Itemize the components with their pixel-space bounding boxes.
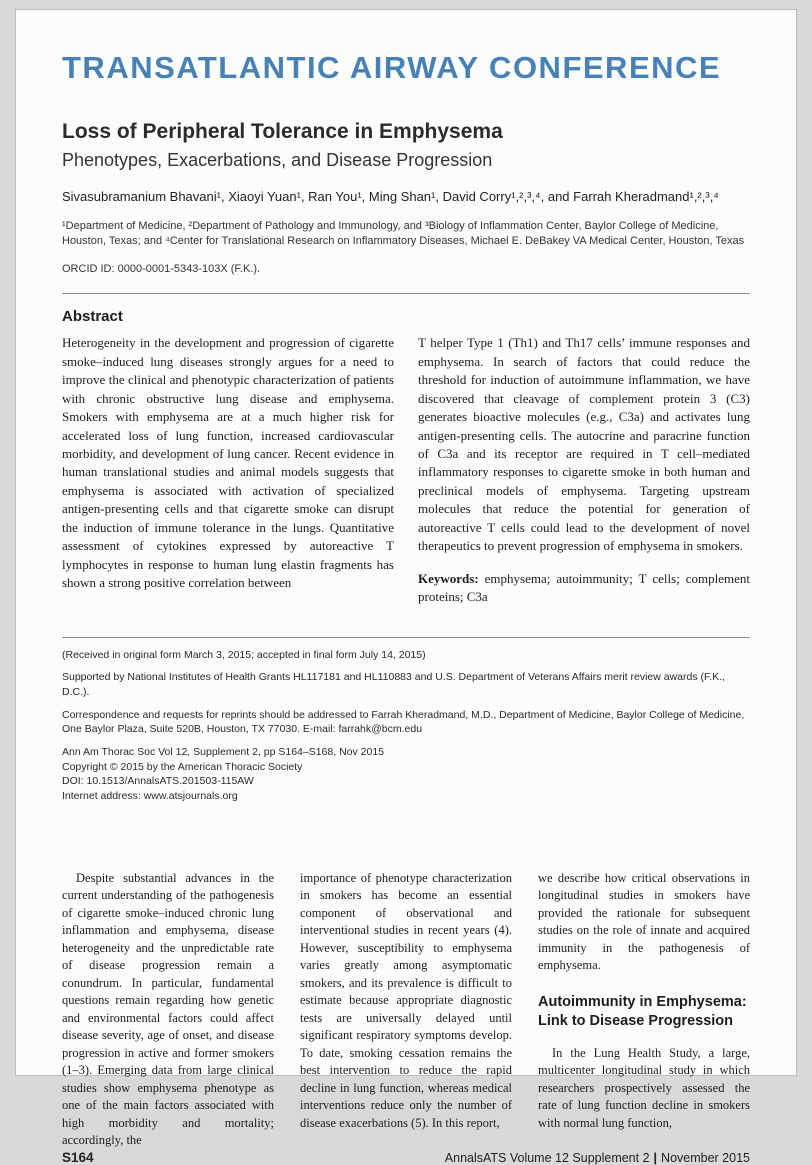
abstract-section — [62, 308, 750, 606]
citation-block — [62, 745, 750, 804]
abstract-column-left: Heterogeneity in the development and progression of cigarette smoke–induced lung diseases strongly argues for a need to improve the clinical and phenotypic characterization of patients with chronic obstructive lung disease and emphysema. Smokers with emphysema are at a much higher risk for accelerated loss of lung function, increased cardiovascular morbidity, and development of lung cancer. Recent evidence in human translational studies and animal models suggests that emphysema is associated with activation of specialized antigen-presenting cells and that cigarette smoke can disrupt the induction of immune tolerance in the lungs. Quantitative assessment of cytokines expressed by autoreactive T lymphocytes in response to human lung elastin fragments has shown a strong positive correlation between — [62, 335, 394, 591]
page-footer — [62, 1150, 750, 1165]
affiliations: ¹Department of Medicine, ²Department of Pathology and Immunology, and ³Biology of Inflammation Center, Baylor College of Medicine, Houston, Texas; and ⁴Center for Translational Research on Inflammatory Diseases, Michael E. DeBakey VA Medical Center, Houston, Texas — [62, 219, 745, 247]
email-link[interactable]: farrahk@bcm.edu — [338, 723, 423, 736]
orcid-id: ORCID ID: 0000-0001-5343-103X (F.K.). — [62, 263, 261, 276]
body-column-2 — [300, 870, 512, 1150]
abstract-column-right-text: T helper Type 1 (Th1) and Th17 cells’ immune responses and emphysema. In search of factors that could reduce the threshold for induction of autoimmune inflammation, we have discovered that cleavage of complement protein 3 (C3) generates bioactive molecules (e.g., C3a) and activates lung antigen-presenting cells. The autocrine and paracrine function of C3a and its receptor are required in T cell–mediated inflammatory responses to cigarette smoke in both human and preclinical models of emphysema. Targeting upstream molecules that reduce the potential for generation of autoreactive T cells could lead to the development of novel therapeutics to prevent progression of emphysema in smokers. — [418, 335, 750, 554]
body-paragraph: importance of phenotype characterization in smokers has become an essential component of observational and interventional studies in recent years (4). However, susceptibility to emphysema varies greatly among asymptomatic smokers, and its prevalence is difficult to estimate because appropriate diagnostic tests are universally delayed until significant respiratory symptoms develop. To date, smoking cessation remains the best intervention to reduce the rapid decline in lung function, whereas medical interventions reduce only the number of disease exacerbations (5). In this report, — [300, 870, 512, 1130]
article-subtitle: Phenotypes, Exacerbations, and Disease Progression — [62, 150, 493, 170]
footer-journal-name: AnnalsATS Volume 12 Supplement 2 — [444, 1150, 650, 1165]
footer-page-number: S164 — [62, 1149, 94, 1165]
footer-journal-info — [445, 1151, 750, 1165]
citation-line: Ann Am Thorac Soc Vol 12, Supplement 2, pp S164–S168, Nov 2015 — [62, 746, 385, 759]
footer-separator: | — [653, 1150, 658, 1165]
correspondence-note — [62, 708, 750, 737]
journal-url-link[interactable]: www.atsjournals.org — [143, 790, 238, 803]
conference-banner: TRANSATLANTIC AIRWAY CONFERENCE — [62, 50, 722, 85]
copyright-line: Copyright © 2015 by the American Thoracic Society — [62, 760, 303, 773]
internet-address-line — [62, 789, 750, 804]
keywords-text: emphysema; autoimmunity; T cells; complement proteins; C3a — [418, 570, 750, 605]
keywords-label: Keywords: — [418, 570, 479, 586]
article-title: Loss of Peripheral Tolerance in Emphysema — [62, 120, 503, 143]
doi-line: DOI: 10.1513/AnnalsATS.201503-115AW — [62, 775, 254, 788]
body-paragraph: we describe how critical observations in longitudinal studies in smokers have provided the rationale for subsequent studies on the role of innate and acquired immunity in the pathogenesis of emphysema. — [538, 870, 750, 973]
abstract-heading: Abstract — [62, 308, 123, 326]
footer-date: November 2015 — [661, 1150, 750, 1165]
keywords-line — [418, 570, 750, 607]
body-column-1 — [62, 870, 274, 1150]
abstract-column-right — [418, 334, 750, 606]
frontmatter-notes — [62, 637, 750, 804]
body-paragraph: In the Lung Health Study, a large, multicenter longitudinal study in which researchers prospectively assessed the rate of lung function decline in smokers with normal lung function, — [538, 1045, 750, 1130]
section-heading-autoimmunity: Autoimmunity in Emphysema: Link to Disease Progression — [538, 993, 747, 1029]
received-note: (Received in original form March 3, 2015; accepted in final form July 14, 2015) — [62, 648, 426, 661]
funding-note: Supported by National Institutes of Health Grants HL117181 and HL110883 and U.S. Department of Veterans Affairs merit review awards (F.K., D.C.). — [62, 671, 726, 698]
internet-address-label: Internet address: — [62, 790, 144, 803]
divider-above-abstract — [62, 293, 750, 294]
correspondence-text: Correspondence and requests for reprints should be addressed to Farrah Kheradmand, M.D., Department of Medicine, Baylor College of Medicine, One Baylor Plaza, Suite 520B, Houston, TX 77030. E-mail: — [62, 708, 745, 736]
body-column-3 — [538, 870, 750, 1150]
body-paragraph: Despite substantial advances in the current understanding of the pathogenesis of cigarette smoke–induced chronic lung inflammation and emphysema, disease heterogeneity and the unpredictable rate of disease progression remain a conundrum. In particular, fundamental questions remain regarding how genetic and environmental factors could affect disease severity, age of onset, and disease progression in active and former smokers (1–3). Emerging data from large clinical studies show emphysema phenotype as one of the main factors associated with high morbidity and mortality; accordingly, the — [62, 870, 274, 1148]
author-list: Sivasubramanium Bhavani¹, Xiaoyi Yuan¹, Ran You¹, Ming Shan¹, David Corry¹,²,³,⁴, and Farrah Kheradmand¹,²,³,⁴ — [62, 189, 719, 204]
journal-page — [15, 9, 797, 1165]
article-body — [62, 870, 750, 1150]
